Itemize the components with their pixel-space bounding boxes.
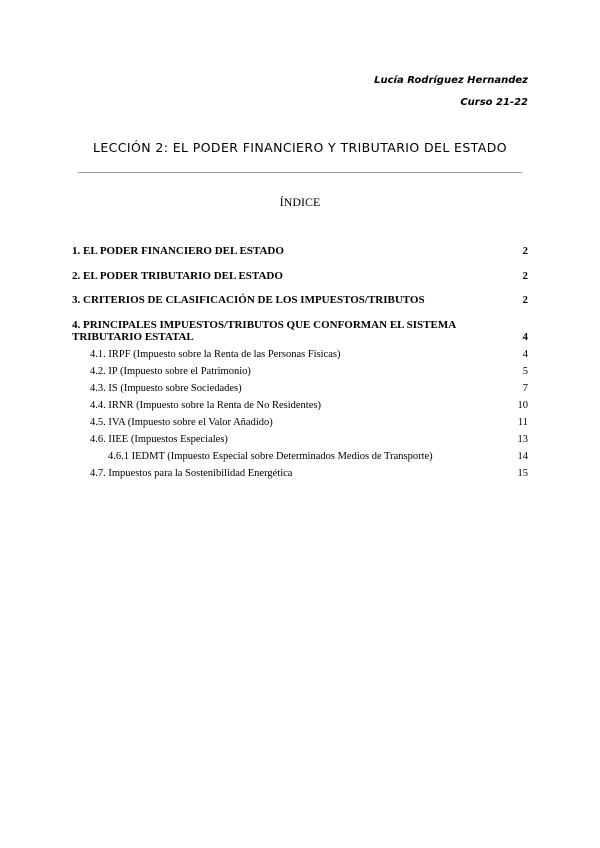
lesson-title: LECCIÓN 2: EL PODER FINANCIERO Y TRIBUTARIO DEL ESTADO	[93, 140, 507, 155]
toc-entry-page: 11	[517, 417, 528, 428]
toc-entry-4[interactable]	[72, 319, 528, 343]
toc-entry-4-3[interactable]	[72, 383, 528, 394]
toc-entry-label: 2. EL PODER TRIBUTARIO DEL ESTADO	[72, 270, 283, 282]
toc-entry-page: 4	[522, 331, 528, 343]
title-divider	[78, 172, 522, 173]
toc-entry-4-6-1[interactable]	[72, 451, 528, 462]
toc-entry-label: 4. PRINCIPALES IMPUESTOS/TRIBUTOS QUE CONFORMAN EL SISTEMA TRIBUTARIO ESTATAL	[72, 319, 456, 343]
toc-entry-label: 4.1. IRPF (Impuesto sobre la Renta de las Personas Físicas)	[90, 349, 341, 360]
toc-entry-4-2[interactable]	[72, 366, 528, 377]
toc-entry-label: 4.6. IIEE (Impuestos Especiales)	[90, 434, 228, 445]
toc-entry-page: 2	[522, 294, 528, 306]
toc-entry-page: 2	[522, 270, 528, 282]
author-name: Lucía Rodríguez Hernandez	[374, 75, 528, 86]
toc-entry-label: 4.7. Impuestos para la Sostenibilidad Energética	[90, 468, 293, 479]
toc-entry-4-5[interactable]	[72, 417, 528, 428]
toc-entry-4-6[interactable]	[72, 434, 528, 445]
toc-entry-page: 7	[522, 383, 528, 394]
toc-entry-4-4[interactable]	[72, 400, 528, 411]
toc-entry-4-7[interactable]	[72, 468, 528, 479]
toc-entry-page: 4	[522, 349, 528, 360]
toc-entry-label: 4.6.1 IEDMT (Impuesto Especial sobre Determinados Medios de Transporte)	[108, 451, 433, 462]
toc-entry-3[interactable]	[72, 294, 528, 306]
toc-entry-page: 10	[517, 400, 528, 411]
toc-entry-label: 4.2. IP (Impuesto sobre el Patrimonio)	[90, 366, 251, 377]
toc-entry-page: 5	[522, 366, 528, 377]
toc-entry-page: 13	[517, 434, 528, 445]
toc-entry-label: 3. CRITERIOS DE CLASIFICACIÓN DE LOS IMPUESTOS/TRIBUTOS	[72, 294, 425, 306]
toc-entry-4-1[interactable]	[72, 349, 528, 360]
toc-entry-page: 14	[517, 451, 528, 462]
toc-entry-label: 4.3. IS (Impuesto sobre Sociedades)	[90, 383, 242, 394]
toc-entry-page: 15	[517, 468, 528, 479]
toc-entry-label: 1. EL PODER FINANCIERO DEL ESTADO	[72, 245, 284, 257]
toc-entry-label: 4.4. IRNR (Impuesto sobre la Renta de No Residentes)	[90, 400, 321, 411]
toc-entry-1[interactable]	[72, 245, 528, 257]
course-year: Curso 21-22	[460, 97, 528, 108]
toc-entry-page: 2	[522, 245, 528, 257]
toc-entry-2[interactable]	[72, 270, 528, 282]
toc-entry-label: 4.5. IVA (Impuesto sobre el Valor Añadido)	[90, 417, 273, 428]
toc-heading: ÍNDICE	[279, 195, 321, 209]
